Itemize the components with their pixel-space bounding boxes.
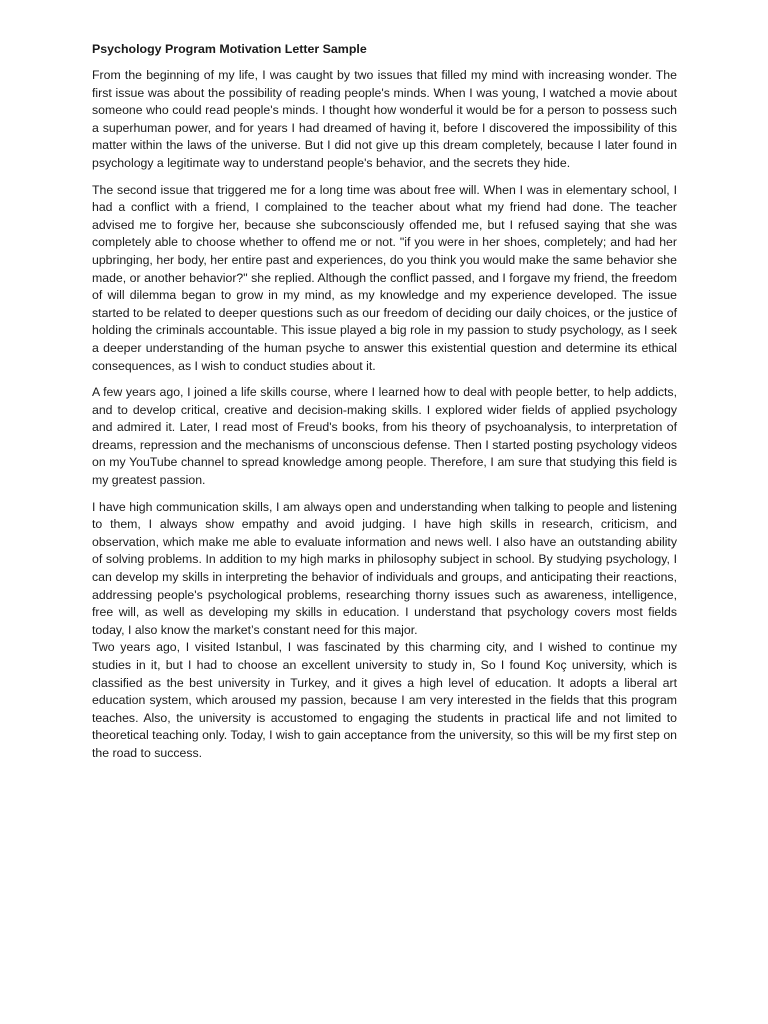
paragraph-free-will: The second issue that triggered me for a long time was about free will. When I was in elementary school, I had a conflict with a friend, I complained to the teacher about what my friend had done. The teacher advised me to forgive her, because she subconsciously offended me, but I refused saying that she was completely able to choose whether to offend me or not. "if you were in her shoes, completely; and had her upbringing, her body, her entire past and experiences, do you think you would make the same behavior she made, or another behavior?" she replied. Although the conflict passed, and I forgave my friend, the freedom of will dilemma began to grow in my mind, as my knowledge and my experience developed. The issue started to be related to deeper questions such as our freedom of deciding our daily choices, or the justice of holding the criminals accountable. This issue played a big role in my passion to study psychology, as I seek a deeper understanding of the human psyche to answer this existential question and determine its ethical consequences, as I wish to conduct studies about it. — [92, 182, 677, 373]
paragraph-introduction: From the beginning of my life, I was caught by two issues that filled my mind with increasing wonder. The first issue was about the possibility of reading people's minds. When I was young, I watched a movie about someone who could read people's minds. I thought how wonderful it would be for a person to possess such a superhuman power, and for years I had dreamed of having it, before I discovered the impossibility of this matter within the laws of the universe. But I did not give up this dream completely, because I later found in psychology a legitimate way to understand people's behavior, and the secrets they hide. — [92, 68, 677, 170]
paragraph-university: Two years ago, I visited Istanbul, I was fascinated by this charming city, and I wished to continue my studies in it, but I had to choose an excellent university to study in, So I found Koç university, which is classified as the best university in Turkey, and it gives a high level of education. It adopts a liberal art education system, which aroused my passion, because I am very interested in the fields that this program teaches. Also, the university is accustomed to engaging the students in practical life and not limited to theoretical teaching only. Today, I wish to gain acceptance from the university, so this will be my first step on the road to success. — [92, 640, 677, 760]
document-title: Psychology Program Motivation Letter Sample — [92, 42, 367, 56]
paragraph-skills: I have high communication skills, I am always open and understanding when talking to people and listening to them, I always show empathy and avoid judging. I have high skills in research, criticism, and observation, which make me able to evaluate information and news well. I also have an outstanding ability of solving problems. In addition to my high marks in philosophy subject in school. By studying psychology, I can develop my skills in interpreting the behavior of individuals and groups, and anticipating their reactions, addressing people's psychological problems, researching thorny issues such as awareness, intelligence, free will, as well as developing my skills in education. I understand that psychology covers most fields today, I also know the market’s constant need for this major. — [92, 499, 677, 637]
document-page — [92, 40, 677, 772]
paragraph-life-skills: A few years ago, I joined a life skills course, where I learned how to deal with people better, to help addicts, and to develop critical, creative and decision-making skills. I explored wider fields of applied psychology and admired it. Later, I read most of Freud's books, from his theory of psychoanalysis, to interpretation of dreams, repression and the mechanisms of unconscious defense. Then I started posting psychology videos on my YouTube channel to spread knowledge among people. Therefore, I am sure that studying this field is my greatest passion. — [92, 385, 677, 488]
